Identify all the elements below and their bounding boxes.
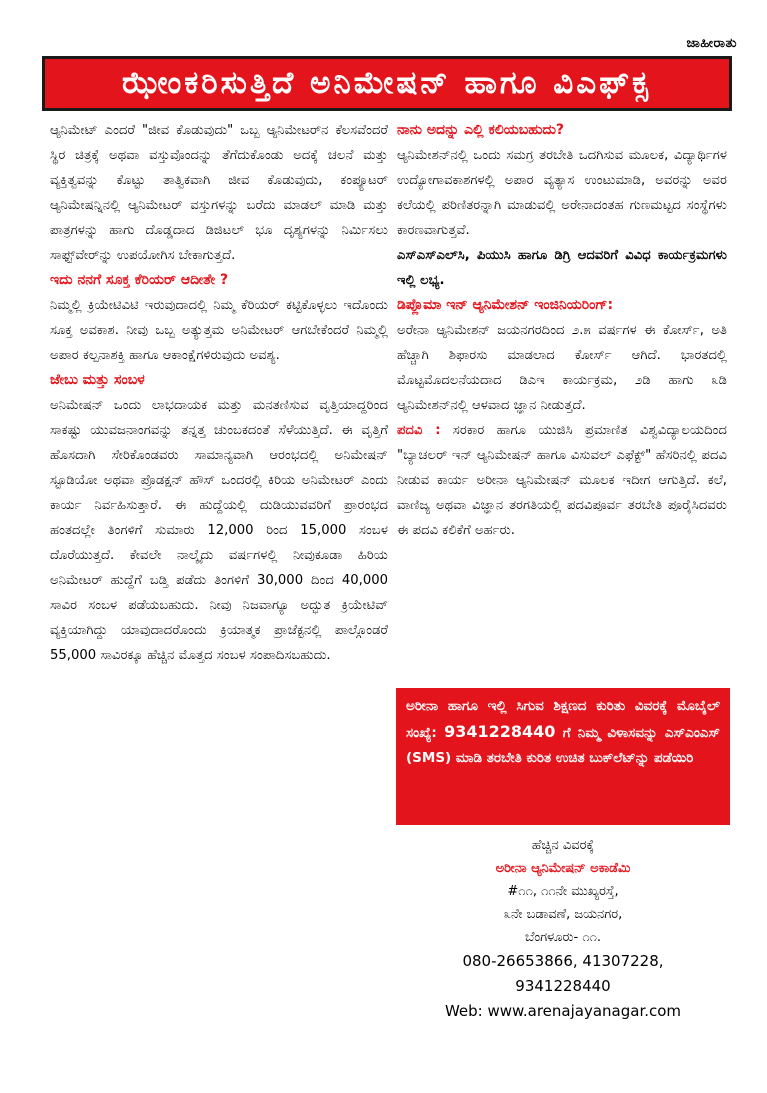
career-paragraph: ನಿಮ್ಮಲ್ಲಿ ಕ್ರಿಯೇಟಿವಿಟಿ ಇರುವುದಾದಲ್ಲಿ ನಿಮ್ಮ ಕೆರಿಯರ್ ಕಟ್ಟಿಕೊಳ್ಳಲು ಇದೊಂದು ಸೂಕ್ತ ಅವಕಾಶ. ನೀವು ಒಬ್ಬ ಅತ್ಯುತ್ತಮ ಅನಿಮೇಟರ್ ಆಗಬೇಕೆಂದರೆ ನಿಮ್ಮಲ್ಲಿ ಅಪಾರ ಕಲ್ಪನಾಶಕ್ತಿ ಹಾಗೂ ಆಕಾಂಕ್ಷೆಗಳಿರುವುದು ಅವಶ್ಯ.: [50, 298, 388, 363]
intro-paragraph: ಆ್ಯನಿಮೇಟ್ ಎಂದರೆ "ಜೀವ ಕೊಡುವುದು" ಒಬ್ಬ ಆ್ಯನಿಮೇಟರ್‌ನ ಕೆಲಸವೆಂದರೆ ಸ್ಥಿರ ಚಿತ್ರಕ್ಕೆ ಅಥವಾ ವಸ್ತುವೊಂದನ್ನು ತೆಗೆದುಕೊಂಡು ಅದಕ್ಕೆ ಚಲನೆ ಮತ್ತು ವ್ಯಕ್ತಿತ್ವವನ್ನು ಕೊಟ್ಟು ತಾತ್ವಿಕವಾಗಿ ಜೀವ ಕೊಡುವುದು, ಕಂಪ್ಯೂಟರ್ ಆ್ಯನಿಮೇಷನ್ನಿನಲ್ಲಿ ಆ್ಯನಿಮೇಟರ್ ವಸ್ತುಗಳನ್ನು ಬರೆದು ಮಾಡಲ್ ಮಾಡಿ ಮತ್ತು ಪಾತ್ರಗಳನ್ನು ಹಾಗು ದೊಡ್ಡದಾದ ಡಿಜಿಟಲ್ ಭೂ ದೃಶ್ಯಗಳನ್ನು ನಿರ್ಮಿಸಲು ಸಾಫ್ಟ್‌ವೇರ್‌ನ್ನು ಉಪಯೋಗಿಸ ಬೇಕಾಗುತ್ತದೆ.: [50, 123, 388, 263]
address-line-1: #೧೧, ೧೧ನೇ ಮುಖ್ಯರಸ್ತೆ,: [507, 884, 619, 899]
sms-callout-box: [396, 688, 730, 825]
degree-label: ಪದವಿ :: [397, 423, 441, 438]
heading-diploma: ಡಿಪ್ಲೊಮಾ ಇನ್ ಆ್ಯನಿಮೇಶನ್ ಇಂಜಿನಿಯರಿಂಗ್:: [397, 297, 614, 313]
callout-phone: 9341228440: [444, 722, 556, 741]
heading-where: ನಾನು ಅದನ್ನು ಎಲ್ಲಿ ಕಲಿಯಬಹುದು?: [397, 122, 565, 138]
mobile-number: 9341228440: [515, 977, 611, 995]
institute-name: ಅರೀನಾ ಆ್ಯನಿಮೇಷನ್ ಅಕಾಡೆಮಿ: [495, 861, 631, 876]
eligibility-line: ಎಸ್‌ಎಸ್‌ಎಲ್‌ಸಿ, ಪಿಯುಸಿ ಹಾಗೂ ಡಿಗ್ರಿ ಆದವರಿಗೆ ವಿವಿಧ ಕಾರ್ಯಕ್ರಮಗಳು ಇಲ್ಲಿ ಲಭ್ಯ.: [397, 248, 727, 288]
headline-banner: [42, 56, 732, 111]
degree-paragraph: [397, 418, 727, 543]
address-line-3: ಬೆಂಗಳೂರು- ೧೧.: [524, 930, 602, 945]
callout-line1: ಅರೀನಾ ಹಾಗೂ ಇಲ್ಲಿ ಸಿಗುವ ಶಿಕ್ಷಣದ ಕುರಿತು ವಿವರಕ್ಕೆ ಮೊಬೈಲ್ ಸಂಖ್ಯೆ:: [406, 698, 720, 741]
address-line-2: ೩ನೇ ಬಡಾವಣೆ, ಜಯನಗರ,: [503, 907, 623, 922]
degree-text: ಸರಕಾರ ಹಾಗೂ ಯುಜಿಸಿ ಪ್ರಮಾಣಿತ ವಿಶ್ವವಿದ್ಯಾಲಯದಿಂದ "ಬ್ಯಾಚಲರ್ ಇನ್ ಆ್ಯನಿಮೇಷನ್ ಹಾಗೂ ವಿಸುವಲ್ ಎಫೆಕ್ಟ್" ಹೆಸರಿನಲ್ಲಿ ಪದವಿ ನೀಡುವ ಕಾರ್ಯ ಅರೀನಾ ಆ್ಯನಿಮೇಷನ್ ಮೂಲಕ ಇದೀಗ ಆಗುತ್ತಿದೆ. ಕಲೆ, ವಾಣಿಜ್ಯ ಅಥವಾ ವಿಜ್ಞಾನ ತರಗತಿಯಲ್ಲಿ ಪದವಿಪೂರ್ವ ತರಬೇತಿ ಪೂರೈಸಿದವರು ಈ ಪದವಿ ಕಲಿಕೆಗೆ ಅರ್ಹರು.: [397, 423, 727, 538]
heading-career: ಇದು ನನಗೆ ಸೂಕ್ತ ಕೆರಿಯರ್ ಆದೀತೇ ?: [50, 272, 229, 288]
website[interactable]: Web: www.arenajayanagar.com: [444, 1002, 682, 1020]
salary-paragraph: ಅನಿಮೇಷನ್ ಒಂದು ಲಾಭದಾಯಕ ಮತ್ತು ಮನತಣಿಸುವ ವೃತ್ತಿಯಾದ್ದರಿಂದ ಸಾಕಷ್ಟು ಯುವಜನಾಂಗವನ್ನು ತನ್ನತ್ತ ಚುಂಬಕದಂತೆ ಸೆಳೆಯುತ್ತಿದೆ. ಈ ವೃತ್ತಿಗೆ ಹೊಸದಾಗಿ ಸೇರಿಕೊಂಡವರು ಸಾಮಾನ್ಯವಾಗಿ ಆರಂಭದಲ್ಲಿ ಅನಿಮೇಷನ್ ಸ್ಟೂಡಿಯೋ ಅಥವಾ ಪ್ರೊಡಕ್ಷನ್ ಹೌಸ್ ಒಂದರಲ್ಲಿ ಕಿರಿಯ ಅನಿಮೇಟರ್ ಎಂದು ಕಾರ್ಯ ನಿರ್ವಹಿಸುತ್ತಾರೆ. ಈ ಹುದ್ದೆಯಲ್ಲಿ ದುಡಿಯುವವರಿಗೆ ಪ್ರಾರಂಭದ ಹಂತದಲ್ಲೇ ತಿಂಗಳಿಗೆ ಸುಮಾರು 12,000 ರಿಂದ 15,000 ಸಂಬಳ ದೊರೆಯುತ್ತದೆ. ಕೇವಲೇ ನಾಲ್ಕೈದು ವರ್ಷಗಳಲ್ಲಿ ನೀವುಕೂಡಾ ಹಿರಿಯ ಅನಿಮೇಟರ್ ಹುದ್ದೆಗೆ ಬಡ್ತಿ ಪಡೆದು ತಿಂಗಳಿಗೆ 30,000 ದಿಂದ 40,000 ಸಾವಿರ ಸಂಬಳ ಪಡೆಯಬಹುದು. ನೀವು ನಿಜವಾಗ್ಯೂ ಅದ್ಭುತ ಕ್ರಿಯೇಟಿವ್ ವ್ಯಕ್ತಿಯಾಗಿದ್ದು ಯಾವುದಾದರೊಂದು ಕ್ರಿಯಾತ್ಮಕ ಪ್ರಾಜೆಕ್ಟನಲ್ಲಿ ಪಾಲ್ಗೊಂಡರೆ 55,000 ಸಾವಿರಕ್ಕೂ ಹೆಚ್ಚಿನ ಮೊತ್ತದ ಸಂಬಳ ಸಂಪಾದಿಸಬಹುದು.: [50, 398, 388, 663]
where-paragraph: ಆ್ಯನಿಮೇಶನ್‌ನಲ್ಲಿ ಒಂದು ಸಮಗ್ರ ತರಬೇತಿ ಒದಗಿಸುವ ಮೂಲಕ, ವಿದ್ಯಾರ್ಥಿಗಳ ಉದ್ಯೋಗಾವಕಾಶಗಳಲ್ಲಿ ಅಪಾರ ವ್ಯತ್ಯಾಸ ಉಂಟುಮಾಡಿ, ಅವರನ್ನು ಅವರ ಕಲೆಯಲ್ಲಿ ಪರಿಣಿತರನ್ನಾಗಿ ಮಾಡುವಲ್ಲಿ ಅರೇನಾದಂತಹ ಗುಣಮಟ್ಟದ ಸಂಸ್ಥೆಗಳು ಕಾರಣವಾಗುತ್ತವೆ.: [397, 148, 727, 238]
left-column: [50, 118, 388, 668]
phone-numbers: 080-26653866, 41307228,: [462, 952, 664, 970]
contact-more-label: ಹೆಚ್ಚಿನ ವಿವರಕ್ಕೆ: [531, 838, 595, 853]
callout-line2: ಗೆ ನಿಮ್ಮ ವಿಳಾಸವನ್ನು ಎಸ್‌ಎಂಎಸ್ (SMS) ಮಾಡಿ ತರಬೇತಿ ಕುರಿತ ಉಚಿತ ಬುಕ್‌ಲೆಟ್‌ನ್ನು ಪಡೆಯಿರಿ: [406, 725, 721, 766]
heading-salary: ಜೇಬು ಮತ್ತು ಸಂಬಳ: [50, 372, 145, 388]
diploma-paragraph: ಅರೇನಾ ಆ್ಯನಿಮೇಶನ್ ಜಯನಗರದಿಂದ ೨.೫ ವರ್ಷಗಳ ಈ ಕೋರ್ಸ್, ಅತಿ ಹೆಚ್ಚಾಗಿ ಶಿಫಾರಸು ಮಾಡಲಾದ ಕೋರ್ಸ್ ಆಗಿದೆ. ಭಾರತದಲ್ಲಿ ಮೊಟ್ಟಮೊದಲನೆಯದಾದ ಡಿಎಇ ಕಾರ್ಯಕ್ರಮ, ೨ಡಿ ಹಾಗು ೩ಡಿ ಆ್ಯನಿಮೇಶನ್‌ನಲ್ಲಿ ಆಳವಾದ ಜ್ಞಾನ ನೀಡುತ್ತದೆ.: [397, 323, 727, 413]
ad-label: ಜಾಹೀರಾತು: [686, 36, 737, 51]
right-column: [397, 118, 727, 543]
headline-title: ಝೇಂಕರಿಸುತ್ತಿದೆ ಅನಿಮೇಷನ್ ಹಾಗೂ ವಿಎಫ್‌ಕ್ಸ: [121, 65, 653, 101]
contact-block: [396, 834, 730, 1024]
